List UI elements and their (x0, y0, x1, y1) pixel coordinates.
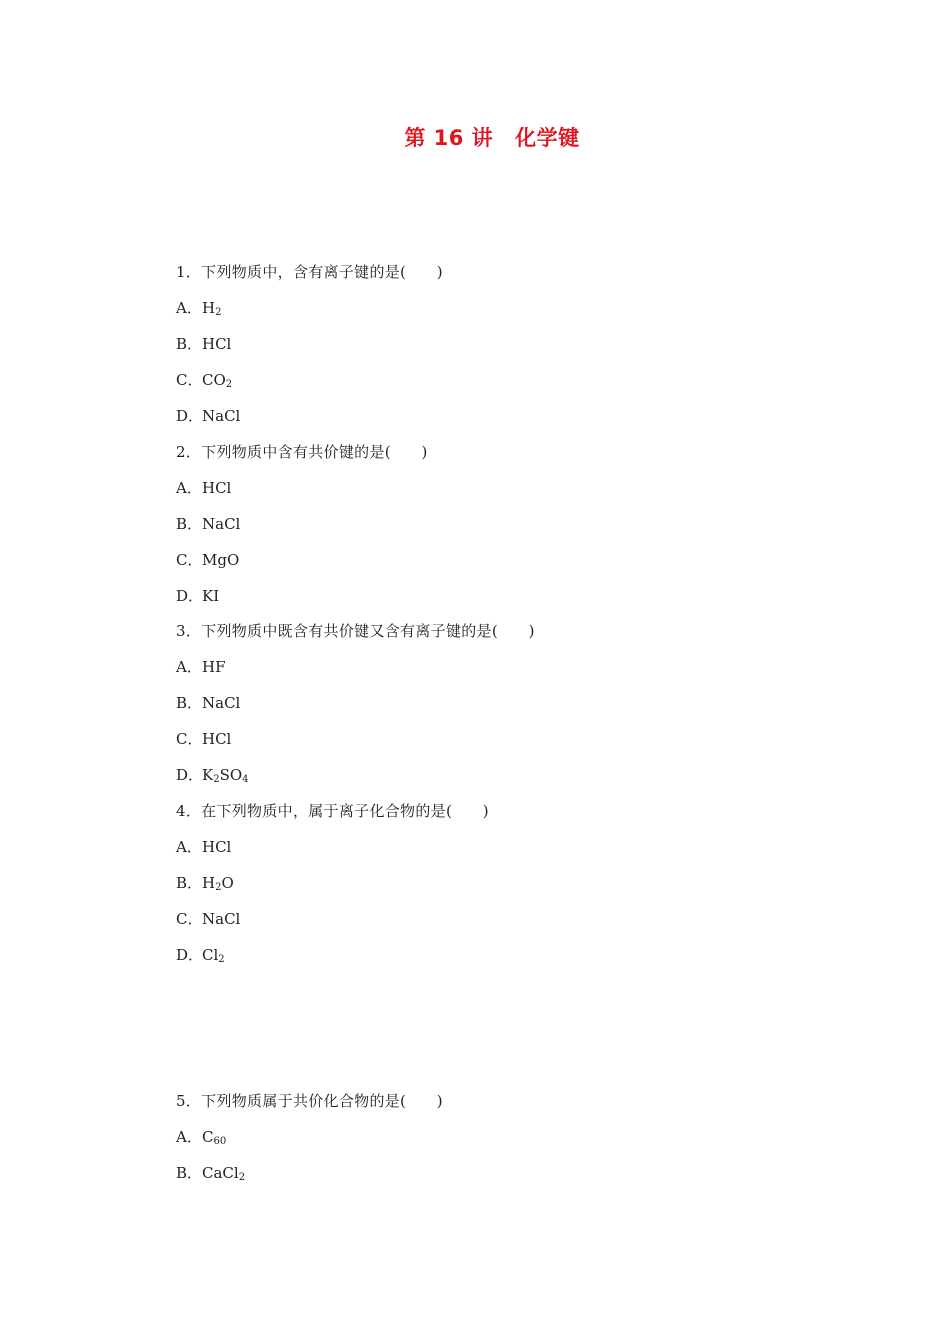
lesson-topic: 化学键 (515, 126, 580, 150)
option-2b[interactable]: B．NaCl (176, 515, 241, 533)
option-4b[interactable]: B．$H_2O$ (176, 874, 234, 893)
option-1c[interactable]: C．$CO_2$ (176, 371, 233, 390)
question-3-stem: 3．下列物质中既含有共价键又含有离子键的是( ) (176, 622, 535, 640)
option-2d[interactable]: D．KI (176, 587, 220, 605)
option-5b[interactable]: B．CaCl$_2$ (176, 1164, 246, 1183)
option-4a[interactable]: A．HCl (176, 838, 232, 856)
option-1b[interactable]: B．HCl (176, 335, 232, 353)
option-3b[interactable]: B．NaCl (176, 694, 241, 712)
option-2a[interactable]: A．HCl (176, 479, 232, 497)
lesson-number: 第 16 讲 (404, 126, 494, 150)
option-3d[interactable]: D．$K_2SO_4$ (176, 766, 249, 785)
option-2c[interactable]: C．MgO (176, 551, 240, 569)
option-4d[interactable]: D．$Cl_2$ (176, 946, 225, 965)
question-2-stem: 2．下列物质中含有共价键的是( ) (176, 443, 428, 461)
option-4c[interactable]: C．NaCl (176, 910, 241, 928)
option-3c[interactable]: C．HCl (176, 730, 232, 748)
option-1d[interactable]: D．NaCl (176, 407, 241, 425)
option-3a[interactable]: A．HF (176, 658, 226, 676)
option-5a[interactable]: A．$C_{60}$ (176, 1128, 227, 1147)
question-4-stem: 4．在下列物质中，属于离子化合物的是( ) (176, 802, 489, 820)
question-5-stem: 5．下列物质属于共价化合物的是( ) (176, 1092, 443, 1110)
question-1-stem: 1．下列物质中，含有离子键的是( ) (176, 263, 443, 281)
option-1a[interactable]: A．$H_2$ (176, 299, 222, 318)
page-title (0, 122, 950, 152)
